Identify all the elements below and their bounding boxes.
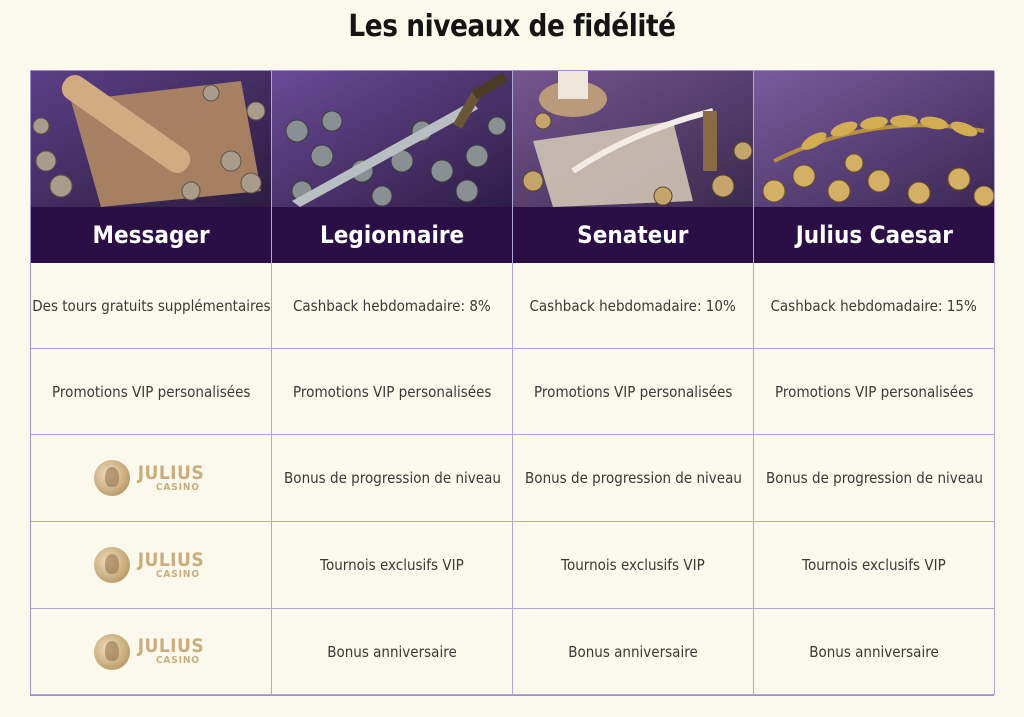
sword-and-coins-image [272,71,513,207]
laurel-and-coins-image [754,71,995,207]
tier-header-legionnaire: Legionnaire [272,207,513,263]
table-cell: Des tours gratuits supplémentaires [31,263,272,349]
julius-casino-logo: JULIUS CASINO [31,609,272,695]
tier-header-julius-caesar: Julius Caesar [754,207,995,263]
table-cell: Tournois exclusifs VIP [272,522,513,609]
table-cell: Promotions VIP personalisées [513,349,754,435]
table-cell: Promotions VIP personalisées [31,349,272,435]
quill-and-coins-image [513,71,754,207]
table-cell: Bonus anniversaire [272,609,513,695]
table-cell: Bonus de progression de niveau [754,435,995,522]
table-cell: Cashback hebdomadaire: 15% [754,263,995,349]
julius-casino-logo: JULIUS CASINO [31,435,272,522]
table-cell: Promotions VIP personalisées [754,349,995,435]
tier-header-senateur: Senateur [513,207,754,263]
table-cell: Bonus de progression de niveau [513,435,754,522]
tier-header-messager: Messager [31,207,272,263]
table-cell: Promotions VIP personalisées [272,349,513,435]
table-cell: Cashback hebdomadaire: 8% [272,263,513,349]
julius-head-icon [94,460,130,496]
table-cell: Tournois exclusifs VIP [513,522,754,609]
julius-head-icon [94,634,130,670]
julius-head-icon [94,547,130,583]
table-cell: Bonus anniversaire [513,609,754,695]
julius-casino-logo: JULIUS CASINO [31,522,272,609]
loyalty-levels-table [30,70,994,696]
table-cell: Cashback hebdomadaire: 10% [513,263,754,349]
page-title: Les niveaux de fidélité [348,9,676,44]
scroll-and-coins-image [31,71,272,207]
table-cell: Bonus anniversaire [754,609,995,695]
table-cell: Bonus de progression de niveau [272,435,513,522]
table-cell: Tournois exclusifs VIP [754,522,995,609]
